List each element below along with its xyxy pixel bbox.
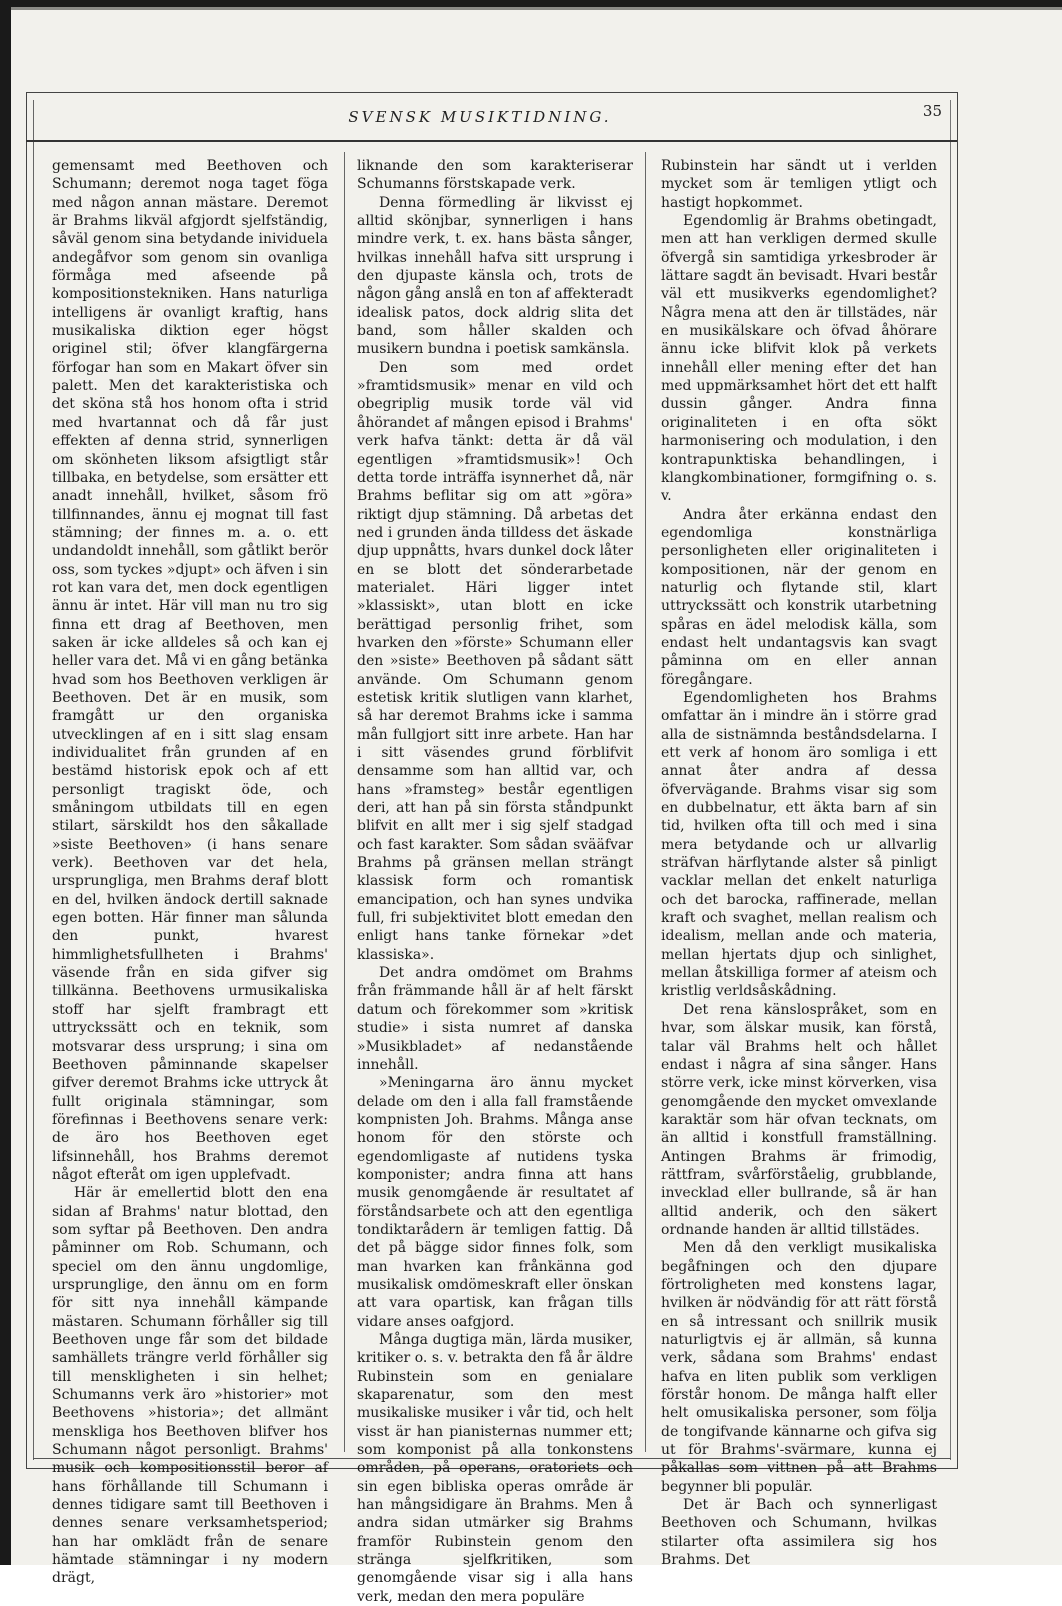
paragraph: gemensamt med Beethoven och Schumann; deremot noga taget föga med någon annan mästare. Deremot är Brahms likväl afgjordt sjelfständig, såväl genom sina betydande inividuela andegåfvor som genom sin ovanliga förmåga med afseende på kompositionstekniken. Hans naturliga intelligens är ovanligt kraftig, hans musikaliska diktion eger högst originel stil; öfver klangfärgerna förfogar han som en Makart öfver sin palett. Men det karakteristiska och det sköna stå hos honom ofta i strid med hvartannat och då får just effekten af denna strid, synnerligen om skönheten liksom afsigtligt står tillbaka, en betydelse, som ersätter ett anadt innehåll, hvilket, såsom frö tillfinnandes, ännu ej mognat till fast stämning; der finnes m. a. o. ett undandoldt innehåll, som gåtlikt berör oss, som tyckes »djupt» och äfven i sin rot kan vara det, men dock egentligen ännu är intet. Här vill man nu tro sig finna ett drag af Beethoven, men saken är icke alldeles så och kan ej heller vara det. Må vi en gång betänka hvad som hos Beethoven verkligen är Beethoven. Det är en musik, som framgått ur den organiska utvecklingen af en i sitt slag ensam individualitet från grunden af en bestämd historisk epok och af ett personligt tragiskt öde, och småningom utbildats till en egen stilart, särskildt hos den såkallade »siste Beethoven» (i hans senare verk). Beethoven var det hela, ursprungliga, men Brahms deraf blott en del, hvilken ändock dertill saknade egen botten. Här finner man sålunda den punkt, hvarest himmlighetsfullheten i Brahms' väsende från en sida gifver sig tillkänna. Beethovens urmusikaliska stoff har sjelft frambragt ett uttryckssätt och en teknik, som motsvarar dess ursprung; i sina om Beethoven påminnande skapelser gifver deremot Brahms icke uttryck åt fullt originala stämningar, som förefinnas i Beethovens senare verk: de äro hos Beethoven eget lifsinnehåll, hos Brahms deremot något efteråt om igen upplefvadt.	[52, 158, 328, 1183]
page-number: 35	[922, 102, 942, 120]
frame-inner-right-rule	[950, 100, 951, 1460]
paragraph: Det rena känslospråket, som en hvar, som älskar musik, kan förstå, talar väl Brahms helt och hållet endast i några af sina sånger. Hans större verk, icke minst körverken, visa genomgående den mycket omvexlande karaktär som här ofvan tecknats, om än alltid i konstfull framställning. Antingen Brahms är frimodig, rättfram, svårförståelig, grubblande, invecklad eller bullrande, så är han alltid anderik, och den säkert ordnande handen är alltid tillstädes.	[661, 1001, 937, 1238]
paragraph: liknande den som karakteriserar Schumanns förstskapade verk.	[357, 158, 633, 193]
text-column-3	[661, 157, 937, 1569]
paragraph: Här är emellertid blott den ena sidan af Brahms' natur blottad, den som syftar på Beethoven. Den andra påminner om Rob. Schumann, och speciel om den ännu ungdomlige, ursprunglige, den ännu om en form för sitt nya innehåll kämpande mästaren. Schumann förhåller sig till Beethoven unge får som det bildade samhällets trängre verld förhåller sig till menskligheten i sin helhet; Schumanns verk äro »historier» mot Beethovens »historia»; det allmänt menskliga hos Beethoven blifver hos Schumann något personligt. Brahms' musik och kompositionsstil beror af hans förhållande till Schumann i dennes tidigare samt till Beethoven i dennes senare verksamhetsperiod; han har omklädt från de senare hämtade stämningar i ny modern drägt,	[52, 1185, 328, 1587]
paragraph: Det andra omdömet om Brahms från främmande håll är af helt färskt datum och förekommer som »kritisk studie» i sista numret af danska »Musikbladet» af nedanstående innehåll.	[357, 965, 633, 1073]
paragraph: Egendomlig är Brahms obetingadt, men att han verkligen dermed skulle öfvergå sin samtidiga yrkesbroder är lättare sagdt än bevisadt. Hvari består väl ett musikverks egendomlighet? Några mena att den är tillstädes, när en musikälskare och öfvad åhörare ännu icke blifvit klok på verkets innehåll eller mening efter det han med uppmärksamhet hört det ett halft dussin gånger. Andra finna originaliteten i en ofta sökt harmonisering och modulation, i den kontrapunktiska behandlingen, i klangkombinationer, formgifning o. s. v.	[661, 213, 937, 505]
running-title: SVENSK MUSIKTIDNING.	[348, 108, 612, 126]
frame-inner-left-rule	[33, 100, 34, 1460]
paragraph: Egendomligheten hos Brahms omfattar än i mindre än i större grad alla de sistnämnda beståndsdelarna. I ett verk af honom äro somliga i ett annat åter andra af dessa öfvervägande. Brahms visar sig som en dubbelnatur, ett äkta barn af sin tid, hvilken ofta till och med i sina mera betydande och ur allvarlig sträfvan härflytande alster så pinligt vacklar mellan det enkelt naturliga och det barocka, raffinerade, mellan kraft och svaghet, mellan realism och idealism, mellan ande och materia, mellan hjertats djup och sinlighet, mellan åtskilliga former af ateism och kristlig verldsåskådning.	[661, 689, 937, 1000]
paragraph: »Meningarna äro ännu mycket delade om den i alla fall framstående kompnisten Joh. Brahms. Många anse honom för den störste och egendomligaste af nutidens tyska komponister; andra finna att hans musik genomgående är resultatet af förståndsarbete och att den egentliga tondiktarådern är temligen fattig. Då det på bägge sidor finnes folk, som man hvarken kan frånkänna god musikalisk omdömeskraft eller önskan att vara opartisk, kan frågan tills vidare anses oafgjord.	[357, 1075, 633, 1330]
scan-edge-top-shadow	[0, 7, 1062, 10]
paragraph: Andra åter erkänna endast den egendomliga konstnärliga personligheten eller originaliteten i kompositionen, när der genom en naturlig och flytande stil, klart uttryckssätt och konstrik utarbetning spåras en ädel melodisk källa, som endast helt undantagsvis kan svagt påminna om en eller annan föregångare.	[661, 506, 937, 688]
column-divider-2	[645, 152, 646, 1452]
header-rule	[26, 140, 957, 142]
text-column-1	[52, 157, 328, 1588]
paragraph: Denna förmedling är likvisst ej alltid skönjbar, synnerligen i hans mindre verk, t. ex. hans bästa sånger, hvilkas innehåll hafva sitt ursprung i den djupaste känsla och, trots de någon gång anslå en ton af affekteradt idealisk patos, dock aldrig slita det band, som håller skalden och musikern bundna i poetisk samkänsla.	[357, 194, 633, 358]
paragraph: Den som med ordet »framtidsmusik» menar en vild och obegriplig musik torde väl vid åhörandet af mången episod i Brahms' verk hafva tänkt: detta är då väl egentligen »framtidsmusik»! Och detta torde inträffa isynnerhet då, när Brahms beflitar sig om att »göra» riktigt djup stämning. Då arbetas det ned i grunden ända tilldess det äskade djup uppnåtts, hvars dunkel dock låter en se blott det sönderarbetade materialet. Häri ligger intet »klassiskt», utan blott en icke berättigad personlig frihet, som hvarken den »förste» Schumann eller den »siste» Beethoven på sådant sätt använde. Om Schumann genom estetisk kritik slutligen vann klarhet, så har deremot Brahms icke i samma mån fullgjort sitt inre arbete. Han har i sitt väsendes grund förblifvit densamme som han alltid var, och hans »framsteg» består egentligen deri, att han på sin första ståndpunkt blifvit en allt mer i sig sjelf stadgad och fast karakter. Som sådan svääfvar Brahms på gränsen mellan strängt klassisk form och romantisk emancipation, och han synes undvika full, fri subjektivitet blott emedan den enligt hans tanke förnekar »det klassiska».	[357, 359, 633, 963]
scan-edge-top	[0, 0, 1062, 7]
column-divider-1	[344, 152, 345, 1452]
scan-edge-left	[0, 0, 11, 1565]
paragraph: Många dugtiga män, lärda musiker, kritiker o. s. v. betrakta den få år äldre Rubinstein som en genialare skaparenatur, som den mest musikaliske musiker i vår tid, och helt visst är han pianisternas nummer ett; som komponist på alla tonkonstens områden, på operans, oratoriets och sin egen bibliska operas område är han mångsidigare än Brahms. Men å andra sidan utmärker sig Brahms framför Rubinstein genom den stränga sjelfkritiken, som genomgående visar sig i alla hans verk, medan den mera populäre	[357, 1332, 633, 1605]
paragraph: Rubinstein har sändt ut i verlden mycket som är temligen ytligt och hastigt hopkommet.	[661, 158, 937, 211]
paragraph: Men då den verkligt musikaliska begåfningen och den djupare förtroligheten med konstens lagar, hvilken är nödvändig för att rätt förstå en så intressant och snillrik musik naturligtvis ej är allmän, så kunna verk, sådana som Brahms' endast hafva en liten publik som verkligen förstår honom. De många halft eller helt omusikaliska personer, som följa de tongifvande kännarne och gifva sig ut för Brahms'-svärmare, kunna ej påkallas som vittnen på att Brahms begynner bli populär.	[661, 1240, 937, 1495]
text-column-2	[357, 157, 633, 1606]
paragraph: Det är Bach och synnerligast Beethoven och Schumann, hvilkas stilarter ofta assimilera sig hos Brahms. Det	[661, 1497, 937, 1569]
